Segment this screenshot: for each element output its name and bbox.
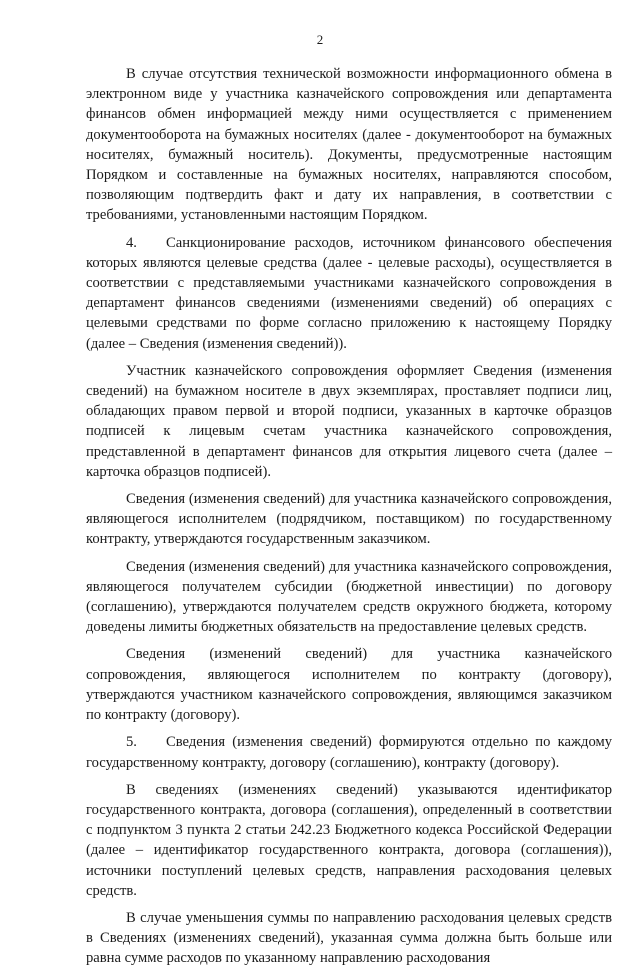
- paragraph-item-5: [86, 732, 612, 772]
- paragraph-text: В случае отсутствия технической возможности информационного обмена в электронном виде у участника казначейского сопровождения или департамента финансов обмен информацией между ними осуществляется с применением документооборота на бумажных носителях (далее - документооборот на бумажных носителях, бумажный носитель). Документы, предусмотренные настоящим Порядком и составленные на бумажных носителях, направляются способом, позволяющим подтвердить факт и дату их направления, в соответствии с требованиями, установленными настоящим Порядком.: [86, 66, 612, 224]
- paragraph-subsidy-approval: [86, 557, 612, 638]
- paragraph-text: Сведения (изменений сведений) для участника казначейского сопровождения, являющегося исполнителем по контракту (договору), утверждаются участником казначейского сопровождения, являющимся заказчиком по контракту (договору).: [86, 646, 612, 724]
- paragraph-amount-reduction: [86, 908, 612, 969]
- paragraph-text: Сведения (изменения сведений) формируются отдельно по каждому государственному контракту, договору (соглашению), контракту (договору).: [86, 734, 612, 771]
- paragraph-text: Санкционирование расходов, источником финансового обеспечения которых являются целевые средства (далее - целевые расходы), осуществляется в соответствии с представляемыми участниками казначейского сопровождения в департамент финансов сведениями (изменениями сведений) об операциях с целевыми средствами по форме согласно приложению к настоящему Порядку (далее – Сведения (изменения сведений)).: [86, 234, 612, 352]
- paragraph-contractor-approval: [86, 489, 612, 550]
- paragraph-text: В случае уменьшения суммы по направлению расходования целевых средств в Сведениях (изменениях сведений), указанная сумма должна быть больше или равна сумме расходов по указанному направлению расходования: [86, 909, 612, 967]
- paragraph-text: Сведения (изменения сведений) для участника казначейского сопровождения, являющегося получателем субсидии (бюджетной инвестиции) по договору (соглашению), утверждаются получателем средств окружного бюджета, которому доведены лимиты бюджетных обязательств на предоставление целевых средств.: [86, 558, 612, 636]
- paragraph-executor-approval: [86, 644, 612, 725]
- paragraph-information-exchange: [86, 64, 612, 226]
- paragraph-text: В сведениях (изменениях сведений) указываются идентификатор государственного контракта, договора (соглашения), определенный в соответствии с подпунктом 3 пункта 2 статьи 242.23 Бюджетного кодекса Российской Федерации (далее – идентификатор государственного контракта, договора (соглашения)), источники поступлений целевых средств, направления расходования целевых средств.: [86, 781, 612, 899]
- item-number: 4.: [126, 234, 137, 251]
- paragraph-text: Сведения (изменения сведений) для участника казначейского сопровождения, являющегося исполнителем (подрядчиком, поставщиком) по государственному контракту, утверждаются государственным заказчиком.: [86, 491, 612, 548]
- paragraph-item-4: [86, 233, 612, 354]
- page-number: 2: [316, 32, 324, 47]
- paragraph-signatures: [86, 361, 612, 482]
- document-body: [86, 64, 612, 976]
- item-number: 5.: [126, 734, 137, 751]
- paragraph-text: Участник казначейского сопровождения оформляет Сведения (изменения сведений) на бумажном носителе в двух экземплярах, проставляет подписи лиц, обладающих правом первой и второй подписи, указанных в карточке образцов подписей к лицевым счетам участника казначейского сопровождения, представленной в департамент финансов для открытия лицевого счета (далее – карточка образцов подписей).: [86, 362, 612, 480]
- paragraph-identifier: [86, 780, 612, 901]
